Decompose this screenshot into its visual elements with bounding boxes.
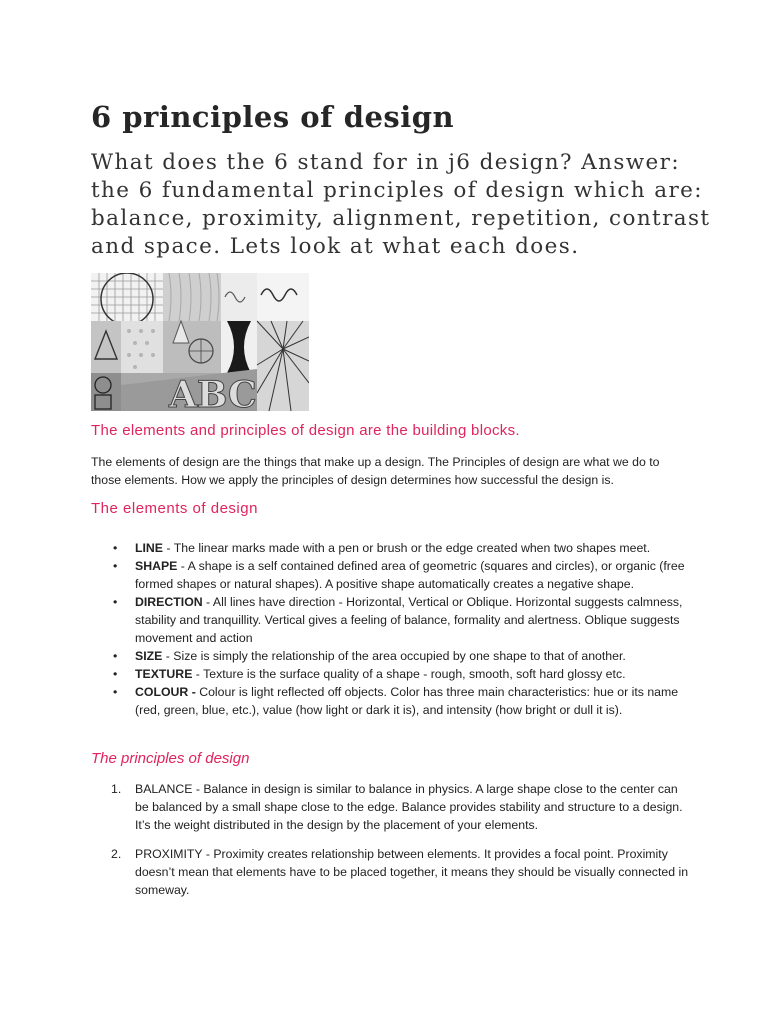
design-elements-collage-image <box>91 273 309 411</box>
element-term: DIRECTION <box>135 595 203 609</box>
list-item <box>91 539 691 557</box>
principle-text: PROXIMITY - Proximity creates relationship between elements. It provides a focal point. Proximity doesn’t mean that elements have to be placed together, it means they should be visually connected in someway. <box>135 847 689 897</box>
list-item <box>91 557 691 593</box>
principles-heading: The principles of design <box>91 750 250 767</box>
element-description: - A shape is a self contained defined area of geometric (squares and circles), or organic (free formed shapes or natural shapes). A positive shape automatically creates a negative shape. <box>135 559 685 591</box>
intro-paragraph: What does the 6 stand for in j6 design? Answer: the 6 fundamental principles of design which are: balance, proximity, alignment, repetition, contrast and space. Lets look at what each does. <box>91 150 711 259</box>
element-term: LINE <box>135 541 164 555</box>
element-description: - The linear marks made with a pen or brush or the edge created when two shapes meet. <box>163 541 651 555</box>
principle-text: BALANCE - Balance in design is similar to balance in physics. A large shape close to the center can be balanced by a small shape close to the edge. Balance provides stability and structure to a design. It’s the weight distributed in the design by the placement of your elements. <box>135 782 683 832</box>
element-description: - All lines have direction - Horizontal, Vertical or Oblique. Horizontal suggests calmness, stability and tranquillity. Vertical gives a feeling of balance, formality and alertness. Oblique suggests movement and action <box>135 595 683 645</box>
element-description: Colour is light reflected off objects. Color has three main characteristics: hue or its name (red, green, blue, etc.), value (how light or dark it is), and intensity (how bright or dull it is). <box>135 685 679 717</box>
element-description: - Size is simply the relationship of the area occupied by one shape to that of another. <box>162 649 626 663</box>
element-term: SIZE <box>135 649 163 663</box>
list-item <box>91 593 691 647</box>
elements-heading: The elements of design <box>91 500 258 517</box>
elements-intro-paragraph: The elements of design are the things that make up a design. The Principles of design are what we do to those elements. How we apply the principles of design determines how successful the design is. <box>91 455 660 487</box>
list-item <box>91 780 691 834</box>
element-description: - Texture is the surface quality of a shape - rough, smooth, soft hard glossy etc. <box>192 667 626 681</box>
building-blocks-subheading: The elements and principles of design are the building blocks. <box>91 422 520 439</box>
squiggle-panel <box>221 273 309 321</box>
elements-list <box>91 539 691 719</box>
element-term: TEXTURE <box>135 667 193 681</box>
grid-circle-panel <box>91 273 163 325</box>
element-term: SHAPE <box>135 559 178 573</box>
list-item <box>91 683 691 719</box>
wood-texture-panel <box>163 273 221 321</box>
collage-letters: ABC <box>169 374 257 411</box>
list-item <box>91 845 691 899</box>
list-item <box>91 665 691 683</box>
list-number: 1. <box>111 782 122 796</box>
list-number: 2. <box>111 847 122 861</box>
page-title: 6 principles of design <box>91 100 455 134</box>
element-term: COLOUR - <box>135 685 196 699</box>
list-item <box>91 647 691 665</box>
principles-list <box>91 780 691 910</box>
